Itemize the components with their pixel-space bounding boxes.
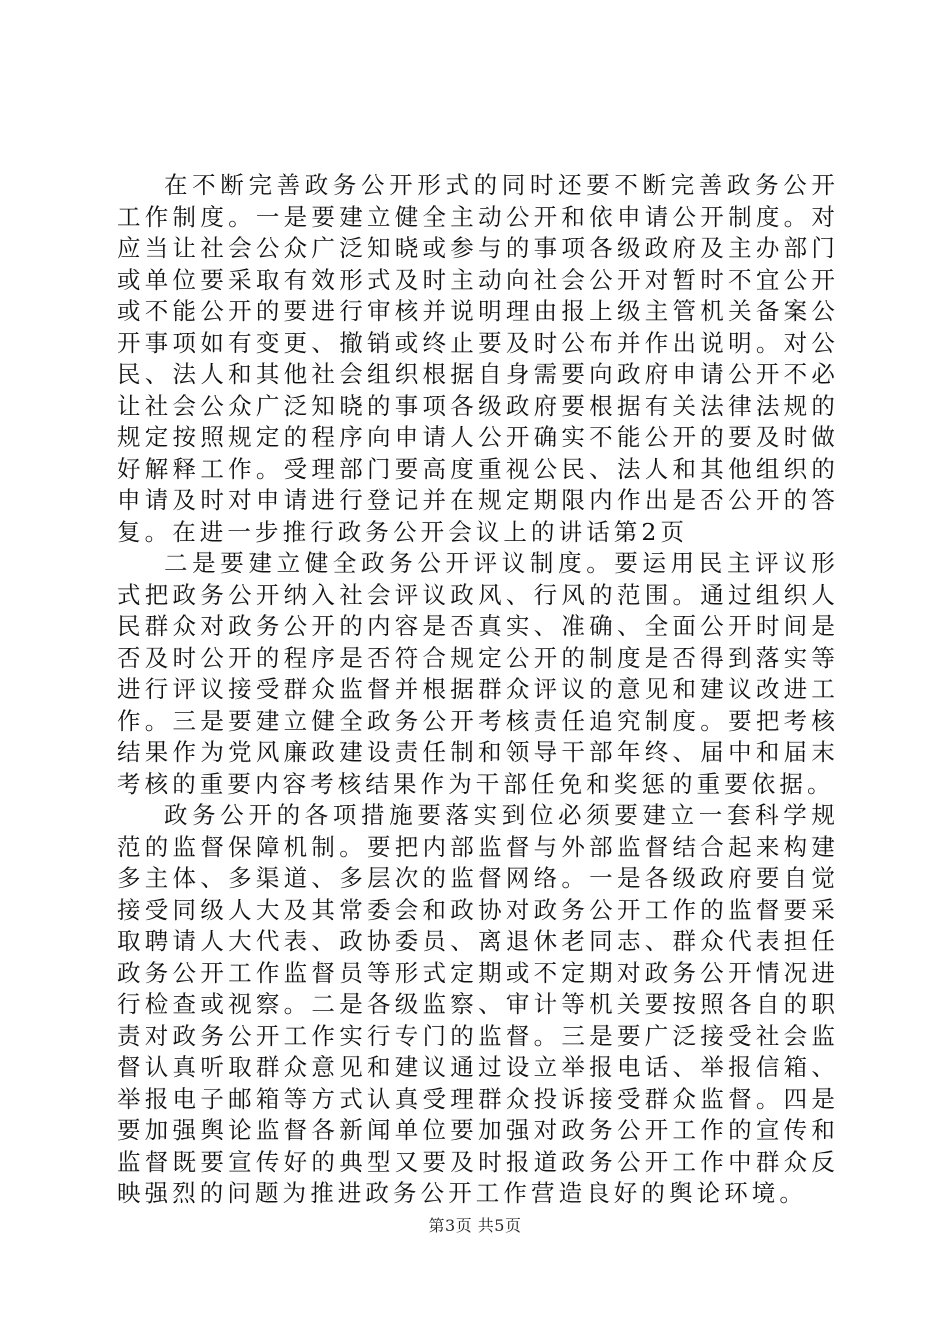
- paragraph-1: 在不断完善政务公开形式的同时还要不断完善政务公开工作制度。一是要建立健全主动公开和依申请公开制度。对应当让社会公众广泛知晓或参与的事项各级政府及主办部门或单位要采取有效形式及时主动向社会公开对暂时不宜公开或不能公开的要进行审核并说明理由报上级主管机关备案公开事项如有变更、撤销或终止要及时公布并作出说明。对公民、法人和其他社会组织根据自身需要向政府申请公开不必让社会公众广泛知晓的事项各级政府要根据有关法律法规的规定按照规定的程序向申请人公开确实不能公开的要及时做好解释工作。受理部门要高度重视公民、法人和其他组织的申请及时对申请进行登记并在规定期限内作出是否公开的答复。在进一步推行政务公开会议上的讲话第2页: [117, 171, 839, 546]
- page-footer: 第3页 共5页: [428, 1216, 522, 1235]
- document-body: [117, 170, 839, 1210]
- paragraph-2: 二是要建立健全政务公开评议制度。要运用民主评议形式把政务公开纳入社会评议政风、行风的范围。通过组织人民群众对政务公开的内容是否真实、准确、全面公开时间是否及时公开的程序是否符合规定公开的制度是否得到落实等进行评议接受群众监督并根据群众评议的意见和建议改进工作。三是要建立健全政务公开考核责任追究制度。要把考核结果作为党风廉政建设责任制和领导干部年终、届中和届末考核的重要内容考核结果作为干部任免和奖惩的重要依据。: [117, 549, 839, 798]
- paragraph-3: 政务公开的各项措施要落实到位必须要建立一套科学规范的监督保障机制。要把内部监督与外部监督结合起来构建多主体、多渠道、多层次的监督网络。一是各级政府要自觉接受同级人大及其常委会和政协对政务公开工作的监督要采取聘请人大代表、政协委员、离退休老同志、群众代表担任政务公开工作监督员等形式定期或不定期对政务公开情况进行检查或视察。二是各级监察、审计等机关要按照各自的职责对政务公开工作实行专门的监督。三是要广泛接受社会监督认真听取群众意见和建议通过设立举报电话、举报信箱、举报电子邮箱等方式认真受理群众投诉接受群众监督。四是要加强舆论监督各新闻单位要加强对政务公开工作的宣传和监督既要宣传好的典型又要及时报道政务公开工作中群众反映强烈的问题为推进政务公开工作营造良好的舆论环境。: [117, 801, 839, 1207]
